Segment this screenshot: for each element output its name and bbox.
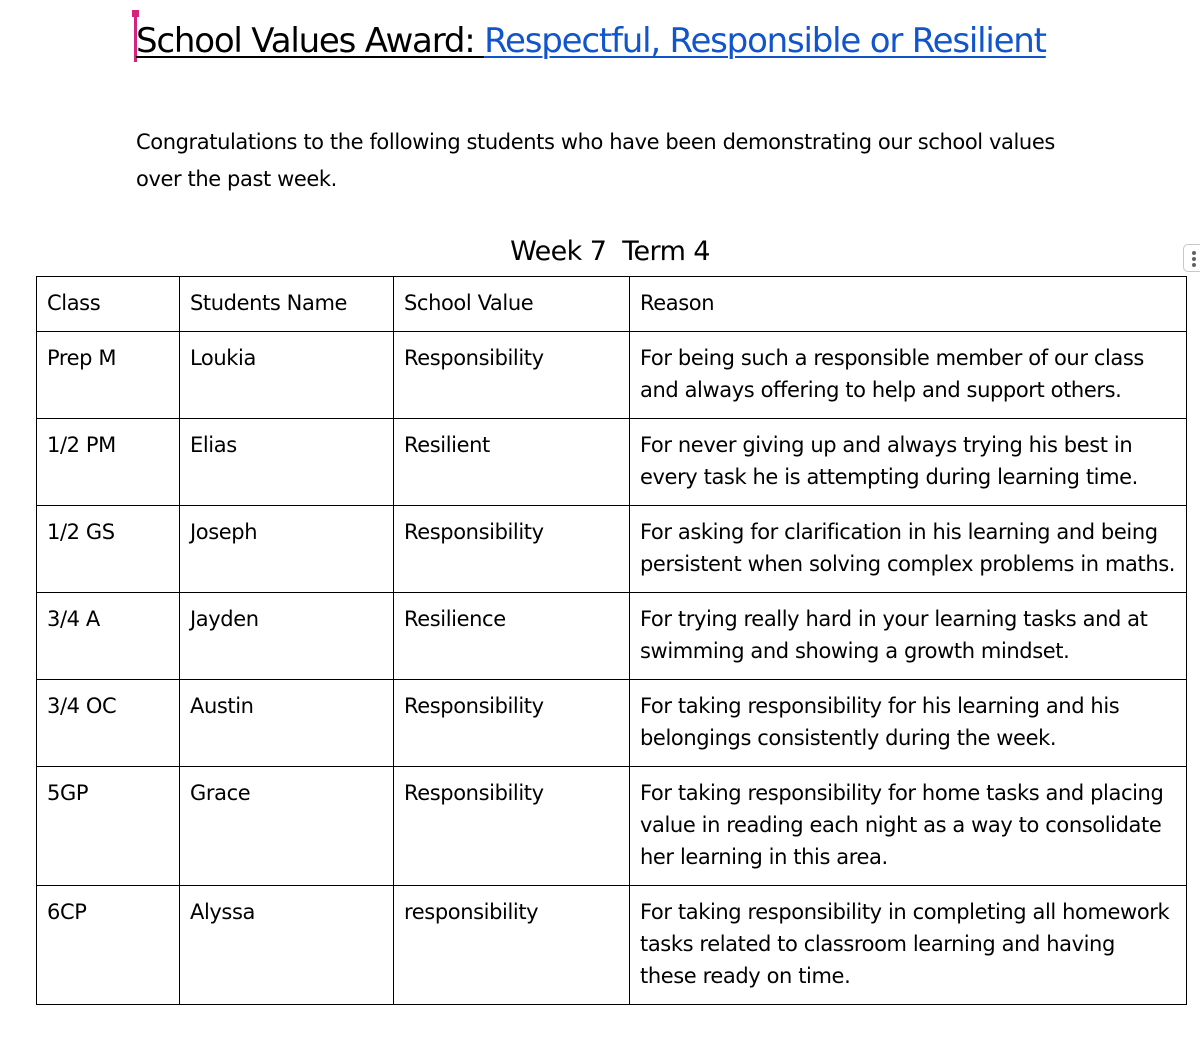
cell-reason: For trying really hard in your learning tasks and at swimming and showing a growth mindset. [630, 593, 1187, 680]
awards-table [36, 276, 1187, 1005]
header-class: Class [37, 277, 180, 332]
more-vertical-icon[interactable] [1183, 244, 1200, 272]
intro-paragraph: Congratulations to the following students who have been demonstrating our school values over the past week. [136, 130, 1055, 191]
cell-value: Responsibility [394, 680, 630, 767]
table-row [37, 506, 1187, 593]
page-title [136, 18, 1046, 64]
table-row [37, 767, 1187, 886]
cell-reason: For asking for clarification in his learning and being persistent when solving complex problems in maths. [630, 506, 1187, 593]
cell-student: Alyssa [180, 886, 394, 1005]
cell-reason: For taking responsibility for home tasks and placing value in reading each night as a way to consolidate her learning in this area. [630, 767, 1187, 886]
title-text: School Values Award: [136, 21, 485, 61]
table-header-row [37, 277, 1187, 332]
cell-reason: For never giving up and always trying his best in every task he is attempting during learning time. [630, 419, 1187, 506]
cell-student: Elias [180, 419, 394, 506]
cell-value: Resilience [394, 593, 630, 680]
cell-class: 3/4 A [37, 593, 180, 680]
cell-value: Responsibility [394, 332, 630, 419]
cell-class: 6CP [37, 886, 180, 1005]
cell-student: Jayden [180, 593, 394, 680]
title-link[interactable]: Respectful, Responsible or Resilient [484, 21, 1046, 61]
table-row [37, 419, 1187, 506]
cell-student: Austin [180, 680, 394, 767]
cell-reason: For taking responsibility for his learning and his belongings consistently during the week. [630, 680, 1187, 767]
table-row [37, 680, 1187, 767]
header-school-value: School Value [394, 277, 630, 332]
cell-student: Grace [180, 767, 394, 886]
cell-class: 1/2 PM [37, 419, 180, 506]
header-reason: Reason [630, 277, 1187, 332]
cell-reason: For taking responsibility in completing all homework tasks related to classroom learning and having these ready on time. [630, 886, 1187, 1005]
table-row [37, 593, 1187, 680]
cell-value: Responsibility [394, 767, 630, 886]
cell-value: responsibility [394, 886, 630, 1005]
cell-class: 5GP [37, 767, 180, 886]
header-students-name: Students Name [180, 277, 394, 332]
cell-student: Joseph [180, 506, 394, 593]
cell-value: Responsibility [394, 506, 630, 593]
table-row [37, 332, 1187, 419]
cell-value: Resilient [394, 419, 630, 506]
table-row [37, 886, 1187, 1005]
cell-class: Prep M [37, 332, 180, 419]
cell-reason: For being such a responsible member of our class and always offering to help and support others. [630, 332, 1187, 419]
week-heading: Week 7 Term 4 [510, 236, 710, 267]
cell-student: Loukia [180, 332, 394, 419]
cell-class: 1/2 GS [37, 506, 180, 593]
cell-class: 3/4 OC [37, 680, 180, 767]
